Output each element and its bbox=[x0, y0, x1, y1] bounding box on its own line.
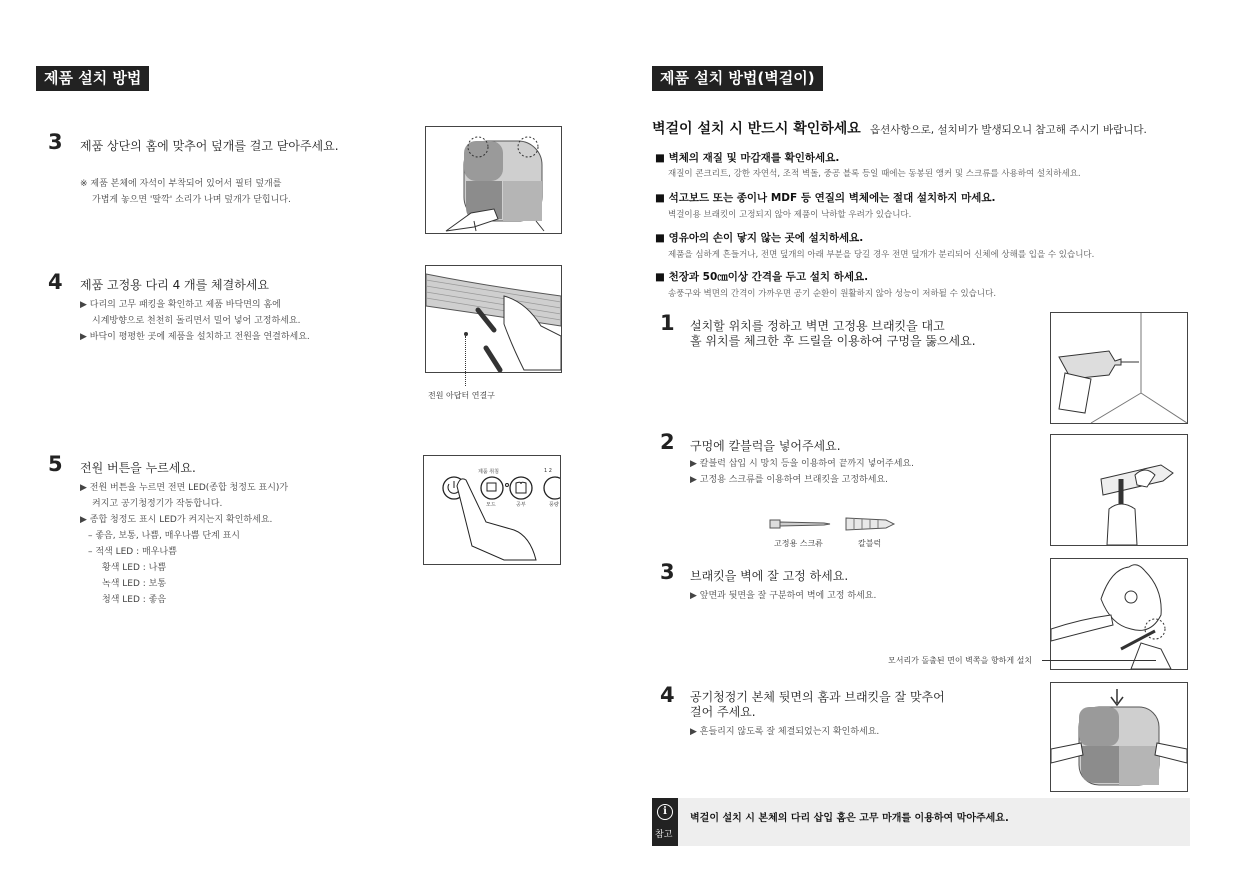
wall-step-2-bullet-2: ▶ 고정용 스크류를 이용하여 브래킷을 고정하세요. bbox=[690, 475, 888, 485]
check-2-detail: 벽걸이용 브래킷이 고정되지 않아 제품이 낙하할 우려가 있습니다. bbox=[668, 210, 912, 220]
wall-step-1-illustration bbox=[1050, 312, 1188, 424]
anchor-caption: 칼블럭 bbox=[858, 539, 882, 548]
wall-step-3-illustration bbox=[1050, 558, 1188, 670]
right-section-header: 제품 설치 방법(벽걸이) bbox=[652, 66, 823, 91]
step-3-note-line2: 가볍게 놓으면 '딸깍' 소리가 나며 덮개가 닫힙니다. bbox=[92, 195, 291, 205]
wall-step-2-title: 구멍에 칼블럭을 넣어주세요. bbox=[690, 439, 841, 453]
wall-step-3-number: 3 bbox=[660, 560, 675, 584]
step-4-bullet-2: ▶ 바닥이 평평한 곳에 제품을 설치하고 전원을 연결하세요. bbox=[80, 332, 310, 342]
screw-caption: 고정용 스크류 bbox=[774, 539, 823, 548]
wall-step-1-number: 1 bbox=[660, 311, 675, 335]
wall-step-4-line2: 걸어 주세요. bbox=[690, 705, 756, 719]
wall-step-4-bullet-1: ▶ 흔들리지 않도록 잘 체결되었는지 확인하세요. bbox=[690, 727, 880, 737]
step-3-number: 3 bbox=[48, 130, 63, 154]
screw-and-anchor-icon bbox=[768, 514, 898, 534]
step-4-caption: 전원 아답터 연결구 bbox=[428, 391, 495, 400]
subtitle-normal: 옵션사항으로, 설치비가 발생되오니 참고해 주시기 바랍니다. bbox=[869, 124, 1147, 136]
step-5-title: 전원 버튼을 누르세요. bbox=[80, 461, 196, 475]
step-4-number: 4 bbox=[48, 270, 63, 294]
step-4-bullet-1a: ▶ 다리의 고무 패킹을 확인하고 제품 바닥면의 홈에 bbox=[80, 300, 281, 310]
check-4-detail: 송풍구와 벽면의 간격이 가까우면 공기 순환이 원활하지 않아 성능이 저하될 수 있습니다. bbox=[668, 289, 997, 299]
step-5-line-4: – 좋음, 보통, 나쁨, 매우나쁨 단계 표시 bbox=[88, 531, 240, 541]
reference-note-label: 참고 bbox=[655, 830, 673, 840]
step-5-line-2: 켜지고 공기청정기가 작동합니다. bbox=[92, 499, 223, 509]
panel-label-fan: 풍량 bbox=[549, 502, 559, 508]
callout-leader-line bbox=[1042, 660, 1156, 661]
check-2-heading: ■ 석고보드 또는 종이나 MDF 등 연질의 벽체에는 절대 설치하지 마세요. bbox=[655, 192, 996, 204]
panel-label-mode: 모드 bbox=[486, 502, 496, 508]
wall-step-4-line1: 공기청정기 본체 뒷면의 홈과 브래킷을 잘 맞추어 bbox=[690, 690, 945, 704]
wall-step-1-line1: 설치할 위치를 정하고 벽면 고정용 브래킷을 대고 bbox=[690, 319, 945, 333]
step-5-line-3: ▶ 종합 청정도 표시 LED가 켜지는지 확인하세요. bbox=[80, 515, 273, 525]
step-4-bullet-1b: 시계방향으로 천천히 돌리면서 밀어 넣어 고정하세요. bbox=[92, 316, 301, 326]
reference-note-text: 벽걸이 설치 시 본체의 다리 삽입 홈은 고무 마개를 이용하여 막아주세요. bbox=[690, 813, 1009, 824]
wall-step-2-bullet-1: ▶ 칼블럭 삽입 시 망치 등을 이용하여 끝까지 넣어주세요. bbox=[690, 459, 914, 469]
wall-step-2-illustration bbox=[1050, 434, 1188, 546]
step-3-title: 제품 상단의 홈에 맞추어 덮개를 걸고 닫아주세요. bbox=[80, 139, 339, 153]
step-5-line-1: ▶ 전원 버튼을 누르면 전면 LED(종합 청정도 표시)가 bbox=[80, 483, 289, 493]
adapter-callout-line bbox=[465, 336, 466, 386]
step-5-number: 5 bbox=[48, 452, 63, 476]
step-5-line-7: 녹색 LED : 보통 bbox=[102, 579, 167, 589]
step-3-note-line1: ※ 제품 본체에 자석이 부착되어 있어서 필터 덮개를 bbox=[80, 179, 282, 189]
wall-step-3-title: 브래킷을 벽에 잘 고정 하세요. bbox=[690, 569, 849, 583]
panel-label-study: 공부 bbox=[516, 502, 526, 508]
step-5-illustration bbox=[423, 455, 561, 565]
step-5-line-6: 황색 LED : 나쁨 bbox=[102, 563, 167, 573]
bracket-orientation-callout: 모서리가 돌출된 면이 벽쪽을 향하게 설치 bbox=[888, 656, 1033, 665]
info-icon: i bbox=[657, 804, 673, 820]
wall-step-4-illustration bbox=[1050, 682, 1188, 792]
step-5-line-5: – 적색 LED : 매우나쁨 bbox=[88, 547, 177, 557]
check-3-heading: ■ 영유아의 손이 닿지 않는 곳에 설치하세요. bbox=[655, 232, 864, 244]
check-1-detail: 재질이 콘크리트, 강한 자연석, 조적 벽돌, 중공 블록 등일 때에는 동봉된 앵커 및 스크류를 사용하여 설치하세요. bbox=[668, 169, 1081, 179]
step-4-illustration bbox=[425, 265, 562, 373]
panel-label-top-right: 1 2 bbox=[544, 468, 552, 474]
wall-mount-subtitle bbox=[652, 118, 1147, 138]
check-3-detail: 제품을 심하게 흔들거나, 전면 덮개의 아래 부분을 당길 경우 전면 덮개가 분리되어 신체에 상해를 입을 수 있습니다. bbox=[668, 250, 1095, 260]
wall-step-4-number: 4 bbox=[660, 683, 675, 707]
subtitle-bold: 벽걸이 설치 시 반드시 확인하세요 bbox=[652, 121, 861, 137]
panel-label-top-left: 제품 취침 bbox=[478, 469, 499, 475]
wall-step-3-bullet-1: ▶ 앞면과 뒷면을 잘 구분하여 벽에 고정 하세요. bbox=[690, 591, 877, 601]
wall-step-2-number: 2 bbox=[660, 430, 675, 454]
step-5-line-8: 청색 LED : 좋음 bbox=[102, 595, 167, 605]
step-4-title: 제품 고정용 다리 4 개를 체결하세요 bbox=[80, 278, 269, 292]
step-3-illustration bbox=[425, 126, 562, 234]
left-section-header: 제품 설치 방법 bbox=[36, 66, 149, 91]
check-4-heading: ■ 천장과 50㎝이상 간격을 두고 설치 하세요. bbox=[655, 271, 869, 283]
check-1-heading: ■ 벽체의 재질 및 마감재를 확인하세요. bbox=[655, 152, 840, 164]
wall-step-1-line2: 홀 위치를 체크한 후 드릴을 이용하여 구멍을 뚫으세요. bbox=[690, 334, 976, 348]
